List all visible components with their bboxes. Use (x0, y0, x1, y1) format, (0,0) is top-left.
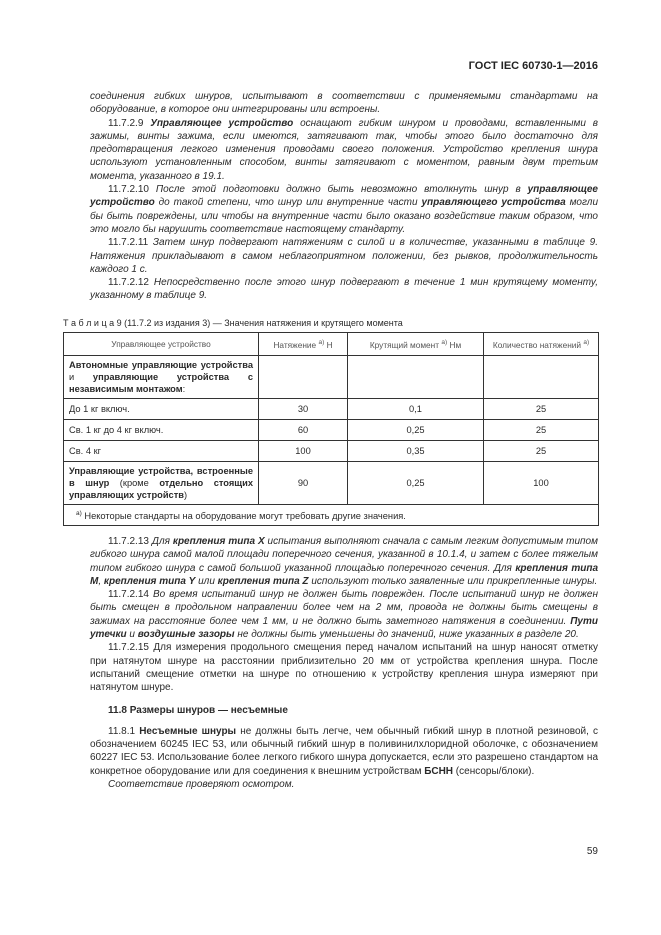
text-run: Соответствие проверяют осмотром. (108, 779, 295, 791)
cell-value: 25 (484, 399, 599, 420)
text-run: могли бы быть повреждены, или чтобы на внутренние части было оказано воздействие таким образом, что это могло бы нарушить соответствие настоящему стандарту. (90, 197, 599, 235)
text-run: Управляющее устройство (150, 117, 294, 129)
cell-value: 100 (259, 441, 348, 462)
paragraph (90, 90, 598, 117)
text-run: (сенсоры/блоки). (453, 765, 535, 777)
table-row (64, 399, 599, 420)
cell-value: 0,1 (348, 399, 484, 420)
table-row (64, 356, 599, 399)
text-run: До 1 кг включ. (69, 404, 130, 414)
table-row (64, 441, 599, 462)
text-run: соединения гибких шнуров, испытывают в соответствии с применяемыми стандартами на оборудование, в которое они интегрированы или встроены. (90, 91, 598, 116)
text-run: Автономные управляющие устройства (69, 360, 253, 370)
text-run: Управляющие устройства, встроенные в шнур (69, 466, 253, 488)
table-footnote: Некоторые стандарты на оборудование могут требовать другие значения. (84, 511, 406, 522)
col-header-count: Количество натяжений $^{а)}$ (484, 333, 599, 356)
table-row (64, 420, 599, 441)
text-block-bottom (90, 535, 598, 791)
cell-value: 30 (259, 399, 348, 420)
paragraph (90, 641, 598, 694)
paragraph (90, 276, 598, 303)
cell-value: 100 (484, 462, 599, 505)
text-run: : (182, 384, 186, 394)
text-run: управляющего устройства (421, 197, 566, 209)
text-run: 11.7.2.15 Для измерения продольного смещения перед началом испытаний на шнур наносят отметку при натянутом шнуре на расстоянии приблизительно 20 мм от устройства крепления шнура. После испытаний смещение отметки на шнуре по отношению к устройству крепления шнура измеряют при натянутом шнуре. (90, 642, 598, 694)
text-run: крепления типа X (172, 536, 265, 547)
cell-value: 25 (484, 420, 599, 441)
cell-value (259, 356, 348, 399)
col-header-device: Управляющее устройство (64, 333, 259, 356)
text-run: 11.7.2.13 (108, 536, 152, 547)
text-run: используют только заявленные или прикрепленные шнуры. (308, 575, 598, 587)
cell-value: 0,25 (348, 462, 484, 505)
text-run: крепления типа Z (217, 575, 309, 587)
text-run: крепления типа Y (103, 575, 196, 587)
cell-value: 25 (484, 441, 599, 462)
section-heading: 11.8 Размеры шнуров — несъемные (108, 704, 288, 716)
text-run: 11.7.2.9 (108, 117, 151, 129)
text-run: не должны быть уменьшены до значений, ниже указанных в разделе 20. (234, 629, 579, 641)
text-run: Во время испытаний шнур не должен быть поврежден. После испытаний шнур не должен быть смещен в продольном направлении более чем на 2 мм, провода не должны быть смещены в зажимах на расстояние более чем 1 мм, и не должно быть заметного натяжения в соединении. (90, 589, 598, 627)
cell-device (64, 399, 259, 420)
text-run: 11.7.2.12 (108, 277, 154, 289)
cell-value: 60 (259, 420, 348, 441)
text-run: оснащают гибким шнуром и проводами, вставленными в зажимы, винты зажима, если имеются, затягивают так, чтобы этого было достаточно для предотвращения легкого изменения проводами своего положения. Устройство крепления шнура используют установленным способом, винты затягивают с моментом, равным двум третьим момента, указанного в 19.1. (90, 117, 598, 182)
text-run: 11.8.1 (108, 725, 140, 737)
cell-value (348, 356, 484, 399)
text-run: Св. 1 кг до 4 кг включ. (69, 425, 164, 435)
text-run: БСНН (424, 765, 454, 777)
text-run: Св. 4 кг (69, 446, 102, 456)
text-run: или (195, 575, 218, 587)
cell-device (64, 441, 259, 462)
page-number: 59 (586, 846, 598, 857)
text-run: 11.7.2.10 (108, 184, 156, 196)
text-block-top (90, 90, 598, 303)
cell-device (64, 462, 259, 505)
cell-device (64, 356, 259, 399)
text-run: 11.7.2.11 (108, 237, 153, 249)
text-run: и (126, 629, 138, 641)
text-run: испытания выполняют сначала с самым легким допустимым типом гибкого шнура самой малой площади поперечного сечения, указанной в 10.1.4, и затем с более тяжелым типом гибкого шнура с самой большой указанной площадью поперечного сечения. Для (90, 536, 598, 574)
cell-device (64, 420, 259, 441)
table-caption: Т а б л и ц а 9 (11.7.2 из издания 3) — Значения натяжения и крутящего момента (63, 318, 403, 328)
paragraph (90, 778, 598, 791)
text-run: Для (151, 536, 173, 547)
col-header-torque: Крутящий момент $^{а)}$ Нм (348, 333, 484, 356)
text-run: Затем шнур подвергают натяжениям с силой и в количестве, указанными в таблице 9. Натяжения прикладывают в самом неблагоприятном положении, без рывков, продолжительность каждого 1 с. (90, 237, 598, 275)
text-run: не должны быть легче, чем обычный гибкий шнур в плотной резиновой, с обозначением 60245 IEC 53, или обычный гибкий шнур в поливинилхлоридной оболочке, с обозначением 60227 IEC 53. Использование более легкого гибкого шнура допускается, если это разрешено стандартом на конкретное оборудование или для соединения к внешним устройствам (90, 725, 598, 777)
cell-value: 0,25 (348, 420, 484, 441)
col-header-tension: Натяжение $^{а)}$ Н (259, 333, 348, 356)
text-run: После этой подготовки должно быть невозможно втолкнуть шнур в (155, 184, 528, 196)
text-run: до такой степени, что шнур или внутренние части (154, 197, 422, 209)
text-run: крепления типа M (90, 562, 599, 587)
paragraph (90, 588, 598, 641)
text-run: отдельно стоящих управляющих устройств (69, 478, 254, 500)
text-run: (кроме (109, 478, 160, 488)
text-run: управляющее устройство (90, 184, 598, 209)
paragraph (90, 535, 598, 588)
text-run: Непосредственно после этого шнур подвергают в течение 1 мин крутящему моменту, указанному в таблице 9. (90, 277, 598, 302)
paragraph (90, 236, 598, 276)
text-run: ) (184, 490, 188, 500)
text-run: , (98, 575, 104, 587)
table-header-row (64, 333, 599, 356)
text-run: воздушные зазоры (137, 629, 235, 641)
text-run: Пути утечки (90, 615, 598, 641)
paragraph (90, 117, 598, 183)
cell-value (484, 356, 599, 399)
table-9 (63, 332, 599, 526)
cell-value: 0,35 (348, 441, 484, 462)
paragraph (90, 725, 598, 778)
text-run: Несъемные шнуры (139, 725, 237, 737)
table-row (64, 462, 599, 505)
text-run: и (69, 372, 93, 382)
cell-value: 90 (259, 462, 348, 505)
table-footnote-row: $^{а)}$ Некоторые стандарты на оборудование могут требовать другие значения. (64, 505, 599, 526)
text-run: 11.7.2.14 (108, 589, 153, 601)
text-run: управляющие устройства с независимым монтажом (69, 372, 253, 394)
paragraph (90, 183, 598, 236)
document-header: ГОСТ IEC 60730-1—2016 (468, 60, 598, 72)
